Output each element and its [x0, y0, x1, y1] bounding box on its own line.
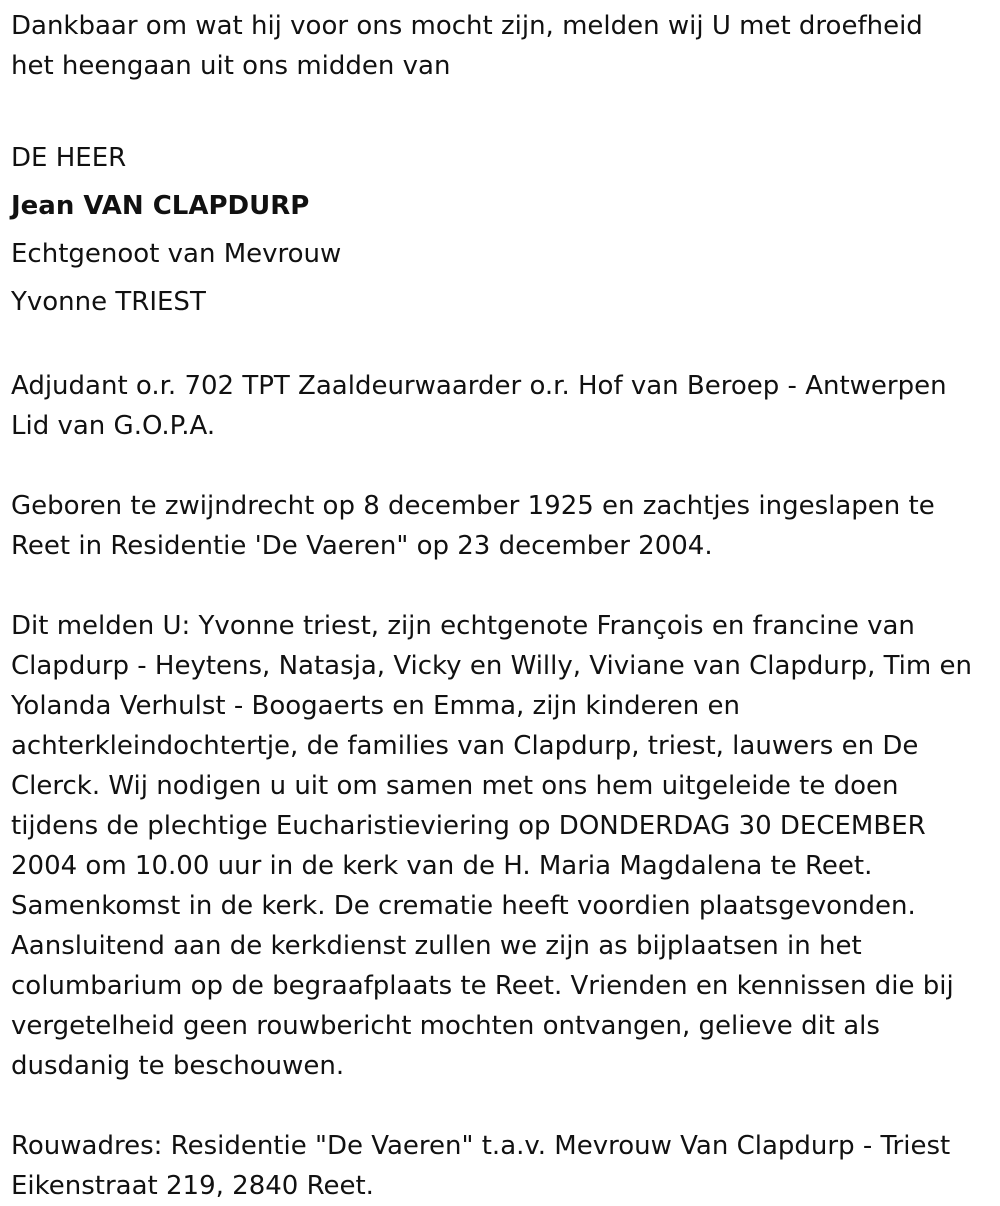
spacer: [11, 1086, 1000, 1126]
spacer: [11, 566, 1000, 606]
occupation-paragraph: Adjudant o.r. 702 TPT Zaaldeurwaarder o.r. Hof van Beroep - Antwerpen Lid van G.O.P.A.: [11, 371, 947, 441]
spacer: [11, 446, 1000, 486]
spouse-name: Yvonne TRIEST: [11, 287, 206, 317]
spouse-label: Echtgenoot van Mevrouw: [11, 239, 342, 269]
spacer: [11, 86, 1000, 126]
spacer: [11, 326, 1000, 366]
honorific-title: DE HEER: [11, 143, 127, 173]
deceased-name: Jean VAN CLAPDURP: [11, 191, 310, 221]
birth-death-paragraph: Geboren te zwijndrecht op 8 december 1925 en zachtjes ingeslapen te Reet in Residentie 'De Vaeren" op 23 december 2004.: [11, 491, 935, 561]
intro-paragraph: Dankbaar om wat hij voor ons mocht zijn, melden wij U met droefheid het heengaan uit ons midden van: [11, 11, 923, 81]
announcement-paragraph: Dit melden U: Yvonne triest, zijn echtgenote François en francine van Clapdurp - Heytens, Natasja, Vicky en Willy, Viviane van Clapdurp, Tim en Yolanda Verhulst - Boogaerts en Emma, zijn kinderen en achterkleindochtertje, de families van Clapdurp, triest, lauwers en De Clerck. Wij nodigen u uit om samen met ons hem uitgeleide te doen tijdens de plechtige Eucharistieviering op DONDERDAG 30 DECEMBER 2004 om 10.00 uur in de kerk van de H. Maria Magdalena te Reet. Samenkomst in de kerk. De crematie heeft voordien plaatsgevonden. Aansluitend aan de kerkdienst zullen we zijn as bijplaatsen in het columbarium op de begraafplaats te Reet. Vrienden en kennissen die bij vergetelheid geen rouwbericht mochten ontvangen, gelieve dit als dusdanig te beschouwen.: [11, 611, 972, 1081]
mourning-address: Rouwadres: Residentie "De Vaeren" t.a.v. Mevrouw Van Clapdurp - Triest Eikenstraat 219, 2840 Reet.: [11, 1131, 951, 1201]
